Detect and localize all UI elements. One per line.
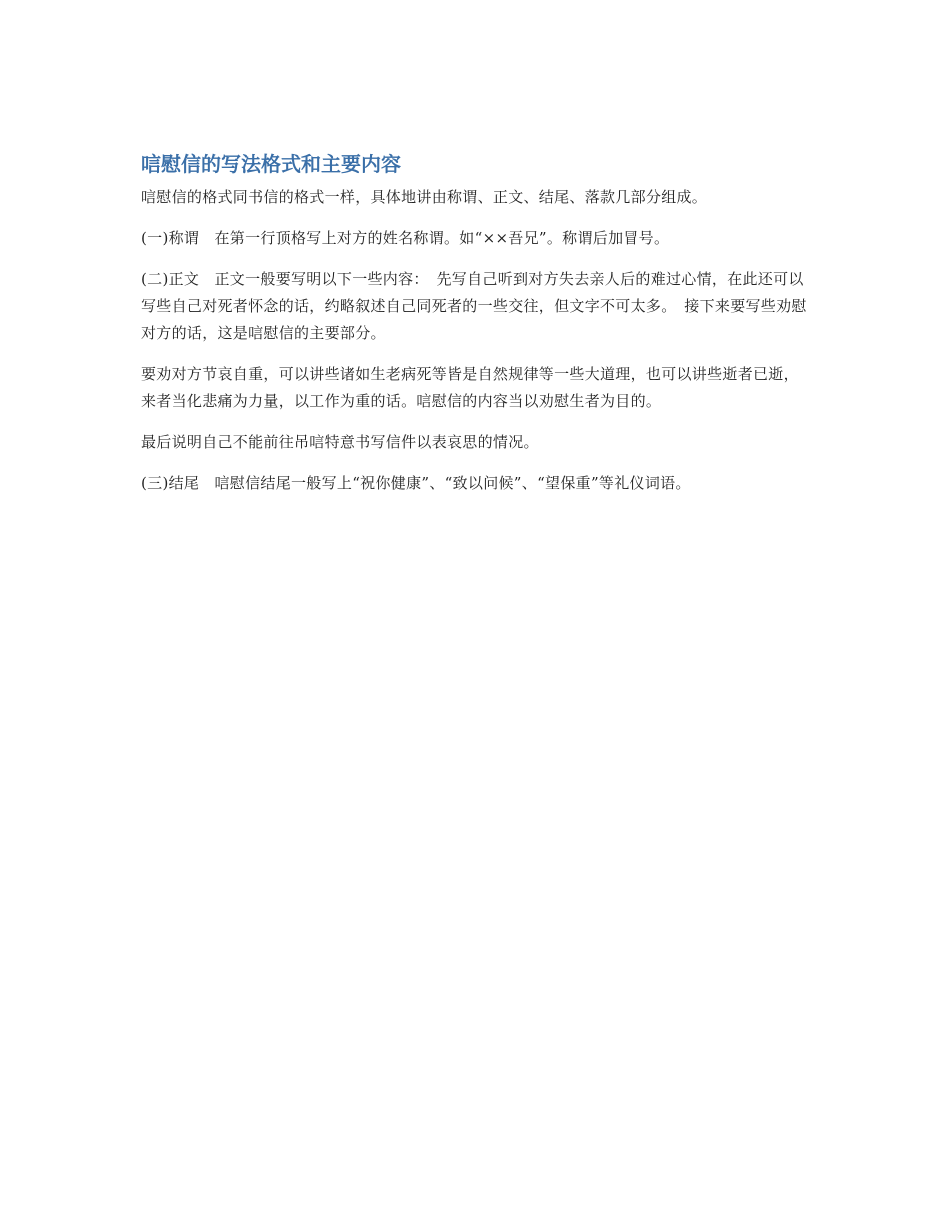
document-title: 唁慰信的写法格式和主要内容 <box>141 152 401 176</box>
paragraph-salutation: (一)称谓 在第一行顶格写上对方的姓名称谓。如“××吾兄”。称谓后加冒号。 <box>141 229 670 247</box>
paragraph-consolation: 要劝对方节哀自重，可以讲些诸如生老病死等皆是自然规律等一些大道理，也可以讲些逝者已逝，来者当化悲痛为力量，以工作为重的话。唁慰信的内容当以劝慰生者为目的。 <box>141 365 799 410</box>
paragraph-closing: (三)结尾 唁慰信结尾一般写上“祝你健康”、“致以问候”、“望保重”等礼仪词语。 <box>141 474 691 492</box>
paragraph-intro: 唁慰信的格式同书信的格式一样，具体地讲由称谓、正文、结尾、落款几部分组成。 <box>141 188 708 206</box>
paragraph-body: (二)正文 正文一般要写明以下一些内容： 先写自己听到对方失去亲人后的难过心情，在此还可以写些自己对死者怀念的话，约略叙述自己同死者的一些交往，但文字不可太多。 接下来要写些劝慰对方的话，这是唁慰信的主要部分。 <box>141 270 807 342</box>
document-body <box>141 150 811 511</box>
paragraph-explanation: 最后说明自己不能前往吊唁特意书写信件以表哀思的情况。 <box>141 433 539 451</box>
